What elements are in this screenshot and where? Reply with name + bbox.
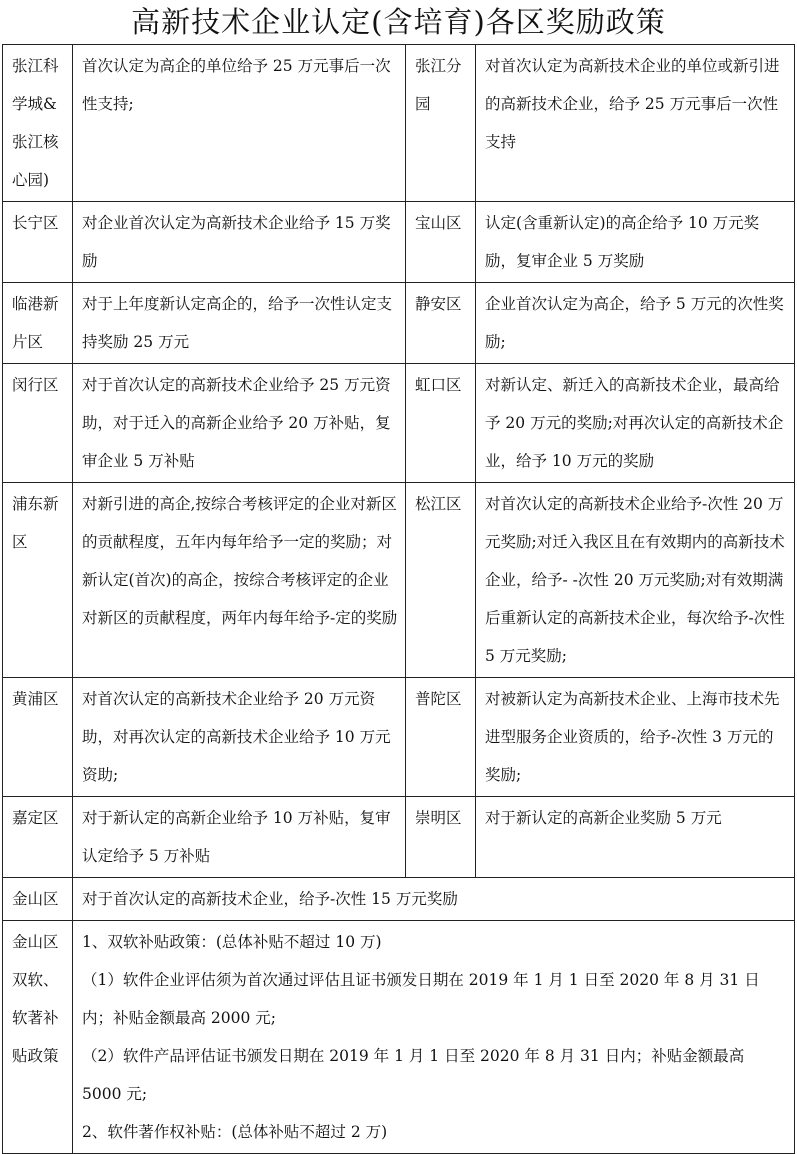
page-title: 高新技术企业认定(含培育)各区奖励政策 — [131, 5, 666, 39]
region-cell: 崇明区 — [406, 797, 476, 878]
region-cell: 闵行区 — [3, 364, 73, 483]
policy-cell: 对首次认定的高新技术企业给予 20 万元资助，对再次认定的高新技术企业给予 10 万元资助; — [73, 678, 406, 797]
policy-cell: 认定(含重新认定)的高企给予 10 万元奖励，复审企业 5 万奖励 — [476, 202, 795, 283]
software-policy-line: （1）软件企业评估须为首次通过评估且证书颁发日期在 2019 年 1 月 1 日至 2020 年 8 月 31 日内；补贴金额最高 2000 元; — [82, 971, 760, 1027]
policy-cell: 对企业首次认定为高新技术企业给予 15 万奖励 — [73, 202, 406, 283]
policy-cell: 首次认定为高企的单位给予 25 万元事后一次性支持; — [73, 45, 406, 202]
region-cell: 嘉定区 — [3, 797, 73, 878]
table-row — [3, 283, 795, 364]
region-cell: 张江科学城&张江核心园) — [3, 45, 73, 202]
policy-table — [2, 44, 795, 1154]
region-cell: 金山区 — [3, 878, 73, 921]
table-row — [3, 921, 795, 1154]
policy-cell: 对新认定、新迁入的高新技术企业，最高给予 20 万元的奖励;对再次认定的高新技术企业，给予 10 万元的奖励 — [476, 364, 795, 483]
policy-cell: 对于首次认定的高新技术企业，给予-次性 15 万元奖励 — [73, 878, 795, 921]
table-row — [3, 678, 795, 797]
software-policy-line: 2、软件著作权补贴：(总体补贴不超过 2 万) — [82, 1123, 388, 1141]
policy-cell: 对首次认定为高新技术企业的单位或新引进的高新技术企业，给予 25 万元事后一次性支持 — [476, 45, 795, 202]
region-cell: 静安区 — [406, 283, 476, 364]
policy-cell: 对于新认定的高新企业奖励 5 万元 — [476, 797, 795, 878]
software-policy-line: （2）软件产品评估证书颁发日期在 2019 年 1 月 1 日至 2020 年 8 月 31 日内；补贴金额最高 5000 元; — [82, 1047, 745, 1103]
table-row — [3, 483, 795, 678]
policy-cell: 对于上年度新认定高企的，给予一次性认定支持奖励 25 万元 — [73, 283, 406, 364]
region-cell: 宝山区 — [406, 202, 476, 283]
region-cell: 黄浦区 — [3, 678, 73, 797]
region-cell: 虹口区 — [406, 364, 476, 483]
software-policy-line: 1、双软补贴政策：(总体补贴不超过 10 万) — [82, 933, 382, 951]
region-cell: 金山区双软、软著补贴政策 — [3, 921, 73, 1154]
region-cell: 长宁区 — [3, 202, 73, 283]
software-subsidy-cell — [73, 921, 795, 1154]
region-cell: 浦东新区 — [3, 483, 73, 678]
region-cell: 张江分园 — [406, 45, 476, 202]
region-cell: 普陀区 — [406, 678, 476, 797]
policy-cell: 对新引进的高企,按综合考核评定的企业对新区的贡献程度，五年内每年给予一定的奖励；对新认定(首次)的高企，按综合考核评定的企业对新区的贡献程度，两年内每年给予-定的奖励 — [73, 483, 406, 678]
table-row — [3, 364, 795, 483]
table-row — [3, 45, 795, 202]
policy-cell: 对首次认定的高新技术企业给予-次性 20 万元奖励;对迁入我区且在有效期内的高新技术企业，给予- -次性 20 万元奖励;对有效期满后重新认定的高新技术企业，每次给予-次性 5 万元奖励; — [476, 483, 795, 678]
table-row — [3, 878, 795, 921]
policy-cell: 对被新认定为高新技术企业、上海市技术先进型服务企业资质的，给予-次性 3 万元的奖励; — [476, 678, 795, 797]
region-cell: 临港新片区 — [3, 283, 73, 364]
policy-cell: 对于新认定的高新企业给予 10 万补贴，复审认定给予 5 万补贴 — [73, 797, 406, 878]
table-row — [3, 797, 795, 878]
region-cell: 松江区 — [406, 483, 476, 678]
policy-cell: 企业首次认定为高企，给予 5 万元的次性奖励; — [476, 283, 795, 364]
table-row — [3, 202, 795, 283]
policy-cell: 对于首次认定的高新技术企业给予 25 万元资助，对于迁入的高新企业给予 20 万补贴，复审企业 5 万补贴 — [73, 364, 406, 483]
